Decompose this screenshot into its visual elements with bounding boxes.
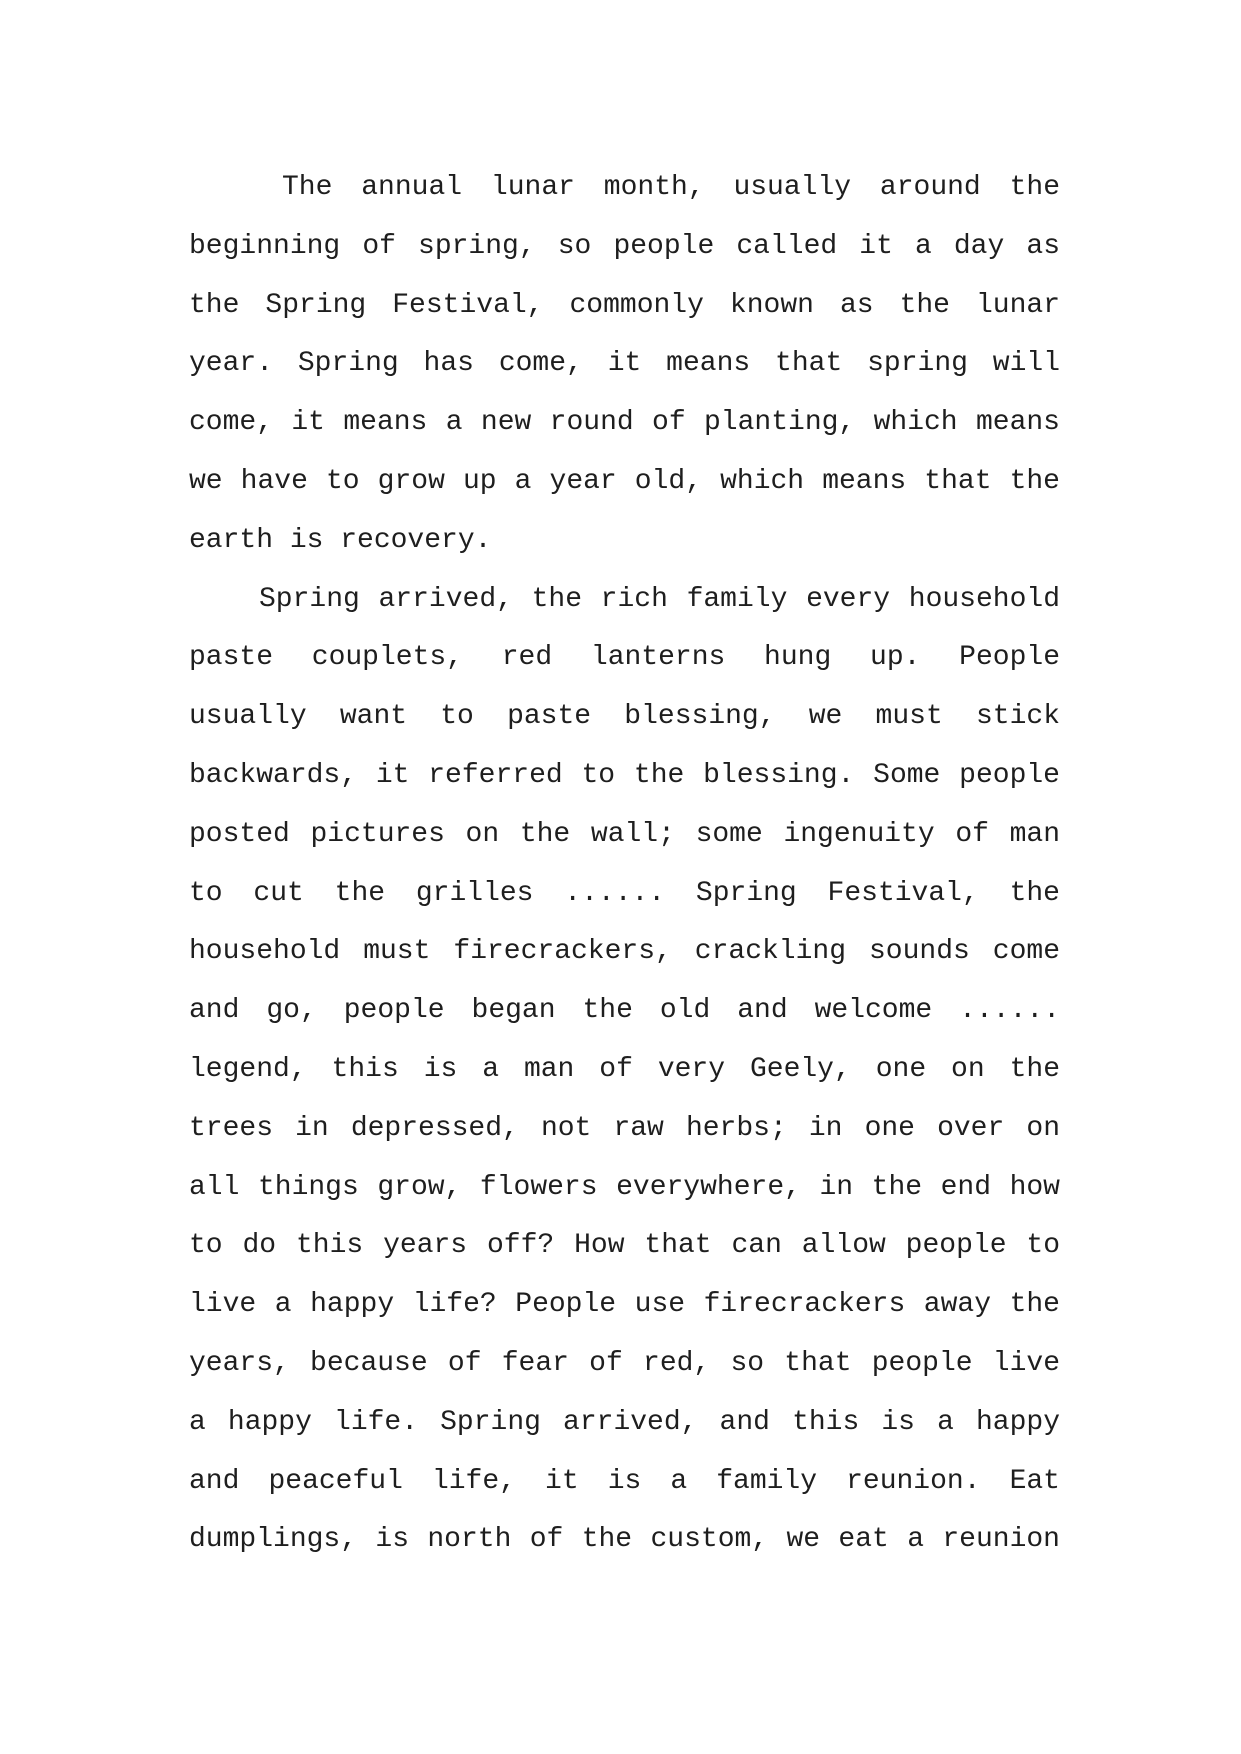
paragraph-2 (189, 571, 1060, 1571)
text-line: paste couplets, red lanterns hung up. People (189, 642, 1060, 674)
text-line: live a happy life? People use firecrackers away the (189, 1289, 1060, 1321)
text-line: household must firecrackers, crackling sounds come (189, 936, 1060, 968)
text-line: and peaceful life, it is a family reunion. Eat (189, 1465, 1060, 1497)
text-line: earth is recovery. (189, 524, 492, 556)
text-line: dumplings, is north of the custom, we eat a reunion (189, 1524, 1060, 1556)
text-line: legend, this is a man of very Geely, one on the (189, 1053, 1060, 1085)
text-line: all things grow, flowers everywhere, in the end how (189, 1171, 1060, 1203)
text-line: come, it means a new round of planting, which means (189, 407, 1060, 439)
paragraph-1 (189, 159, 1060, 571)
text-line: The annual lunar month, usually around the (282, 172, 1060, 203)
text-line: posted pictures on the wall; some ingenuity of man (189, 818, 1060, 850)
text-line: years, because of fear of red, so that people live (189, 1347, 1060, 1379)
text-line: and go, people began the old and welcome ...... (189, 995, 1060, 1027)
text-line: year. Spring has come, it means that spring will (189, 348, 1060, 380)
text-line: beginning of spring, so people called it a day as (189, 230, 1060, 262)
text-line: backwards, it referred to the blessing. Some people (189, 759, 1060, 791)
text-line: the Spring Festival, commonly known as the lunar (189, 289, 1060, 321)
text-line: usually want to paste blessing, we must stick (189, 701, 1060, 733)
text-line: a happy life. Spring arrived, and this is a happy (189, 1406, 1060, 1438)
text-line: to cut the grilles ...... Spring Festival, the (189, 877, 1060, 909)
text-line: trees in depressed, not raw herbs; in one over on (189, 1112, 1060, 1144)
body-text (189, 159, 1060, 1570)
text-line: to do this years off? How that can allow people to (189, 1230, 1060, 1262)
text-line: we have to grow up a year old, which means that the (189, 465, 1060, 497)
text-line: Spring arrived, the rich family every household (259, 583, 1060, 615)
